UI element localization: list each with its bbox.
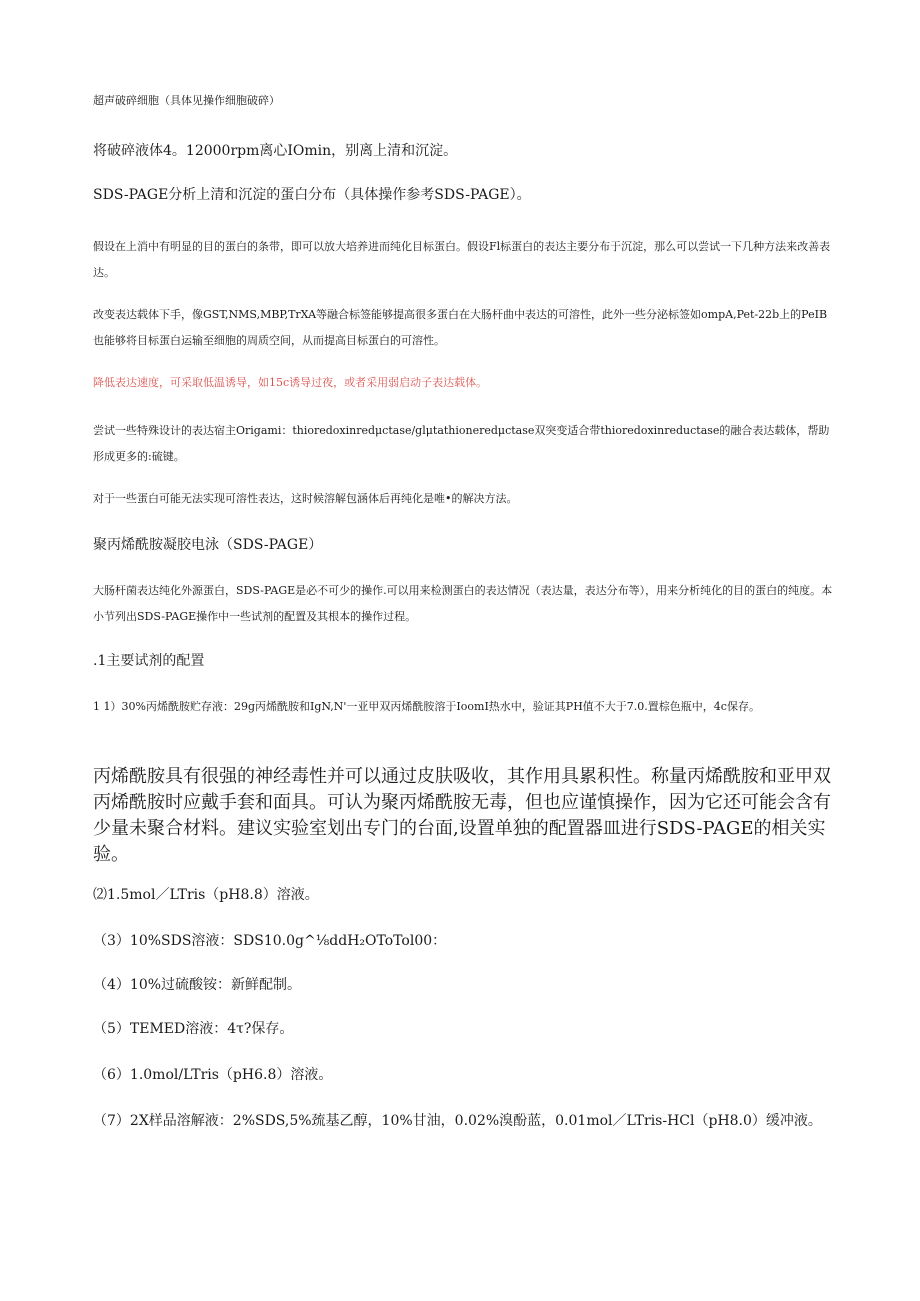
reagent-item-2: ⑵1.5mol／LTris（pH8.8）溶液。 [93,887,319,903]
paragraph-lower-speed: 降低表达速度，可采取低温诱导，如15c诱导过夜，或者采用弱启动子表达载体。 [93,376,488,389]
section-heading-sds-page: 聚丙烯酰胺凝胶电泳（SDS-PAGE） [93,537,323,553]
reagent-item-4: （4）10%过硫酸铵：新鲜配制。 [93,977,302,993]
step-centrifuge: 将破碎液体4。12000rpm离心IOmin，别离上清和沉淀。 [93,143,458,159]
reagent-item-1: 1 1）30%丙烯酰胺贮存液：29g丙烯酰胺和IgN,N'一亚甲双丙烯酰胺溶于IoomI热水中，验证其PH值不大于7.0.置棕色瓶中，4c保存。 [93,700,760,713]
paragraph-inclusion-body: 对于一些蛋白可能无法实现可溶性表达，这时候溶解包涵体后再纯化是唯•的解决方法。 [93,492,518,505]
reagent-item-6: （6）1.0mol/LTris（pH6.8）溶液。 [93,1067,333,1083]
paragraph-sds-intro: 大肠杆菌表达纯化外源蛋白，SDS-PAGE是必不可少的操作.可以用来检测蛋白的表达情况（表达量，表达分布等），用来分析纯化的目的蛋白的纯度。本小节列出SDS-PAGE操作中一些试剂的配置及其根本的操作过程。 [93,584,833,623]
warning-paragraph: 丙烯酰胺具有很强的神经毒性并可以通过皮肤吸收，其作用具累积性。称量丙烯酰胺和亚甲双丙烯酰胺时应戴手套和面具。可认为聚丙烯酰胺无毒，但也应谨慎操作，因为它还可能会含有少量未聚合材料。建议实验室划出专门的台面,设置单独的配置器皿进行SDS-PAGE的相关实验。 [93,766,831,866]
step-sds-page-analysis: SDS-PAGE分析上清和沉淀的蛋白分布（具体操作参考SDS-PAGE）。 [93,187,531,203]
paragraph-fusion-tags: 改变表达载体下手，像GST,NMS,MBP,TrXA等融合标签能够提高很多蛋白在大肠杆曲中表达的可溶性，此外一些分泌标签如ompA,Pet-22b上的PeIB也能够将目标蛋白运输至细胞的周质空间，从而提高目标蛋白的可溶性。 [93,308,828,347]
paragraph-supernatant: 假设在上消中有明显的目的蛋白的条带，即可以放大培养进而纯化目标蛋白。假设Fl标蛋白的表达主要分布于沉淀，那么可以尝试一下几种方法来改善表达。 [93,240,831,279]
reagent-item-3: （3）10%SDS溶液：SDS10.0g^⅛ddH₂OToTol00： [93,933,447,949]
step-sonication: 超声破碎细胞（具体见操作细胞破碎） [93,94,280,107]
subheading-reagents: .1主要试剂的配置 [93,653,205,669]
paragraph-origami: 尝试一些特殊设计的表达宿主Origami：thioredoxinredμctase/glμtathioneredμctase双突变适合带thioredoxinreductase的融合表达载体，帮助形成更多的:硫键。 [93,424,830,463]
reagent-item-7: （7）2X样品溶解液：2%SDS,5%巯基乙醇，10%甘油，0.02%溴酚蓝，0.01mol／LTris-HCl（pH8.0）缓冲液。 [93,1113,822,1129]
reagent-item-5: （5）TEMED溶液：4τ?保存。 [93,1021,294,1037]
